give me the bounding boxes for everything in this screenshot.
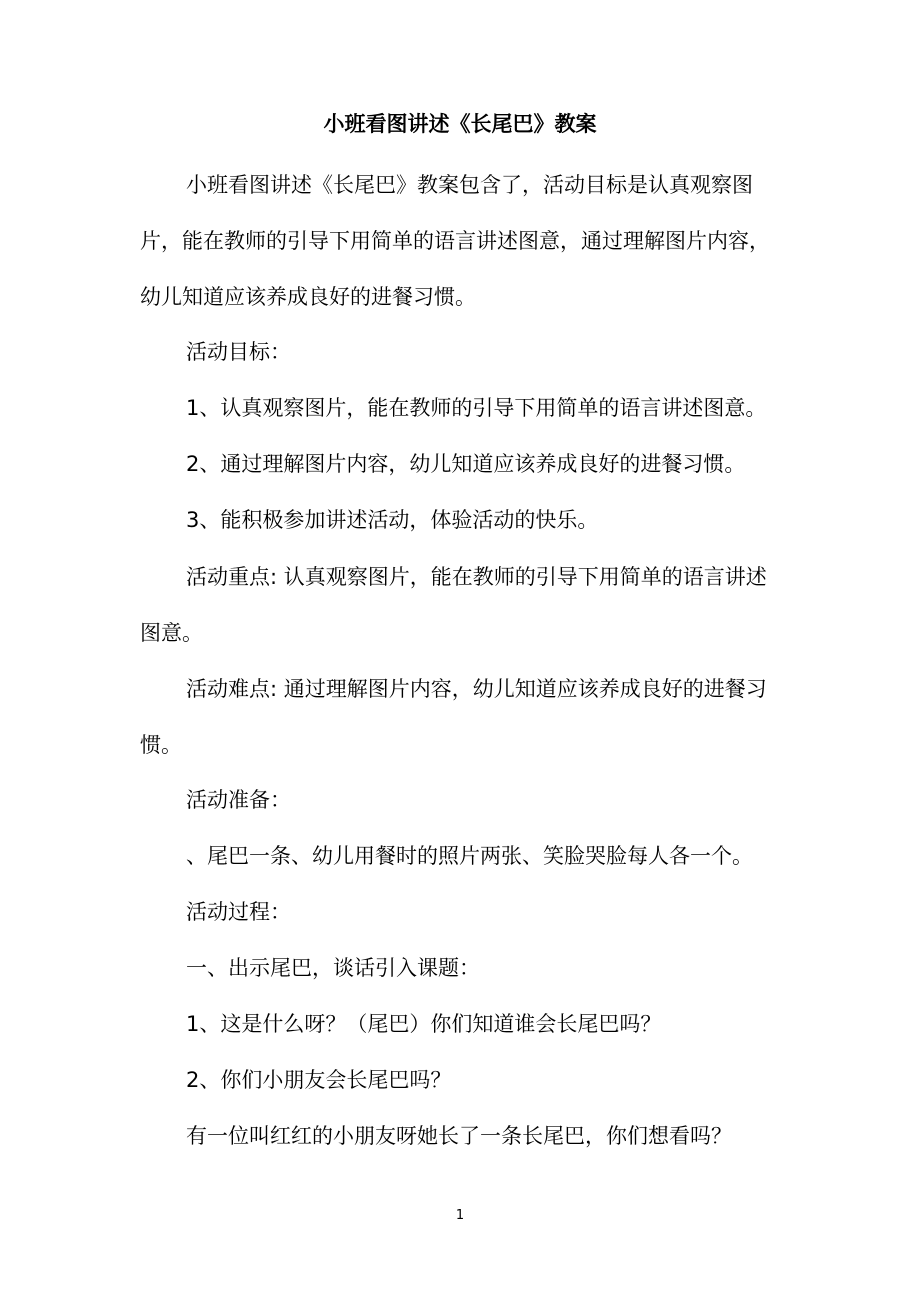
page-number: 1 bbox=[455, 1208, 465, 1223]
goals-heading: 活动目标： bbox=[186, 340, 291, 364]
intro-paragraph: 小班看图讲述《长尾巴》教案包含了，活动目标是认真观察图片，能在教师的引导下用简单的语言讲述图意，通过理解图片内容，幼儿知道应该养成良好的进餐习惯。 bbox=[140, 173, 770, 309]
process-heading: 活动过程： bbox=[186, 900, 291, 924]
prep-items: 、尾巴一条、幼儿用餐时的照片两张、笑脸哭脸每人各一个。 bbox=[186, 844, 753, 868]
goal-item-2: 2、通过理解图片内容，幼儿知道应该养成良好的进餐习惯。 bbox=[186, 452, 746, 476]
prep-heading: 活动准备： bbox=[186, 788, 291, 812]
step-1-heading: 一、出示尾巴，谈话引入课题： bbox=[186, 956, 480, 980]
document-title: 小班看图讲述《长尾巴》教案 bbox=[323, 112, 597, 136]
goal-item-3: 3、能积极参加讲述活动，体验活动的快乐。 bbox=[186, 508, 599, 532]
step-1-question-1: 1、这是什么呀？（尾巴）你们知道谁会长尾巴吗？ bbox=[186, 1012, 662, 1036]
step-1-story: 有一位叫红红的小朋友呀她长了一条长尾巴，你们想看吗？ bbox=[186, 1124, 732, 1148]
goal-item-1: 1、认真观察图片，能在教师的引导下用简单的语言讲述图意。 bbox=[186, 396, 767, 420]
key-point-paragraph: 活动重点: 认真观察图片，能在教师的引导下用简单的语言讲述图意。 bbox=[140, 565, 767, 645]
step-1-question-2: 2、你们小朋友会长尾巴吗？ bbox=[186, 1068, 452, 1092]
difficulty-paragraph: 活动难点: 通过理解图片内容，幼儿知道应该养成良好的进餐习惯。 bbox=[140, 677, 767, 757]
